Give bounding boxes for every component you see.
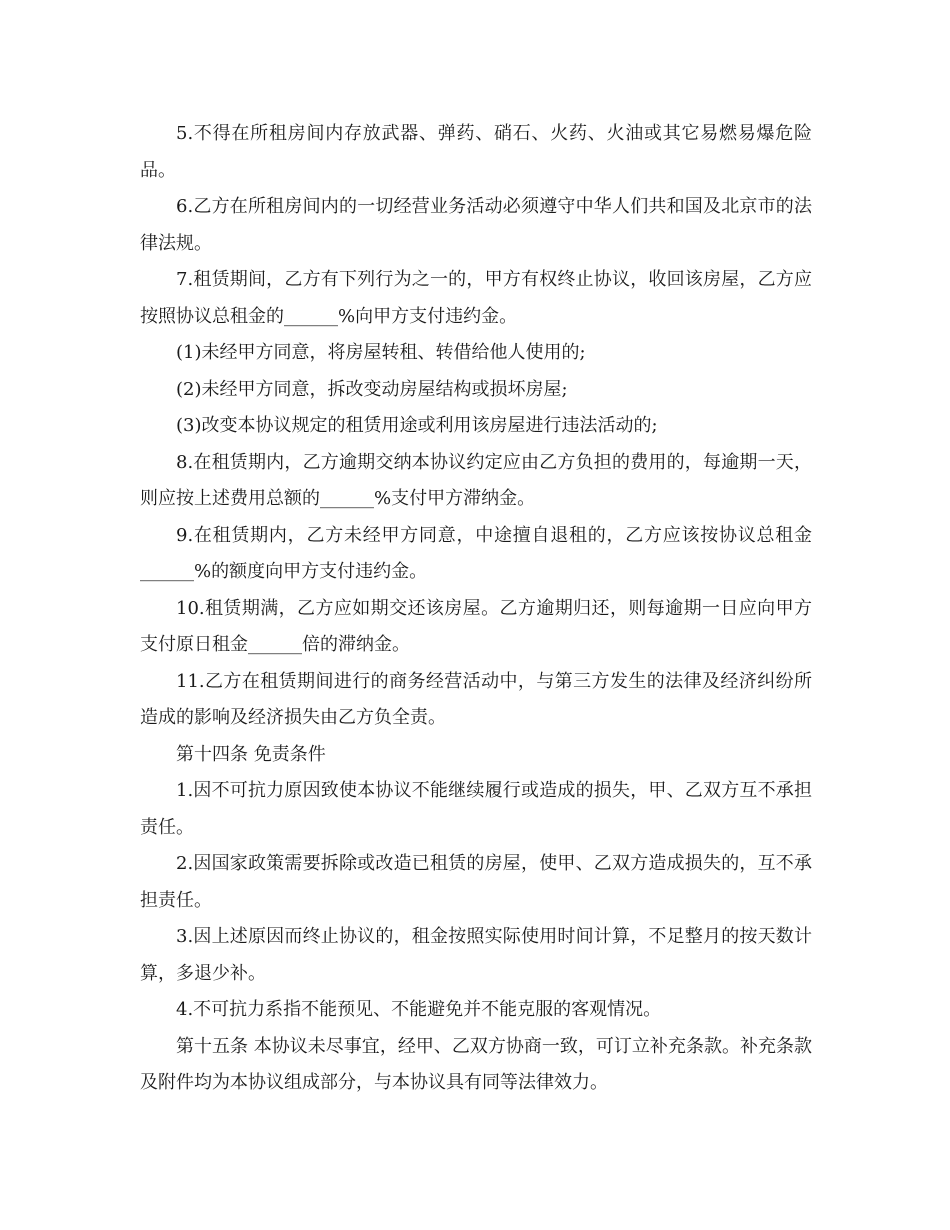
article-15: 第十五条 本协议未尽事宜，经甲、乙双方协商一致，可订立补充条款。补充条款及附件均为本协议组成部分，与本协议具有同等法律效力。: [140, 1035, 812, 1093]
article-14-item-1: 1.因不可抗力原因致使本协议不能继续履行或造成的损失，甲、乙双方互不承担责任。: [140, 780, 812, 838]
clause-9: 9.在租赁期内，乙方未经甲方同意，中途擅自退租的，乙方应该按协议总租金______%的额度向甲方支付违约金。: [140, 524, 812, 582]
clause-8: 8.在租赁期内，乙方逾期交纳本协议约定应由乙方负担的费用的，每逾期一天，则应按上述费用总额的______%支付甲方滞纳金。: [140, 451, 812, 509]
article-14-heading: 第十四条 免责条件: [176, 743, 326, 765]
clause-11: 11.乙方在租赁期间进行的商务经营活动中，与第三方发生的法律及经济纠纷所造成的影响及经济损失由乙方负全责。: [140, 670, 812, 728]
clause-6: 6.乙方在所租房间内的一切经营业务活动必须遵守中华人们共和国及北京市的法律法规。: [140, 196, 812, 254]
article-14-item-2: 2.因国家政策需要拆除或改造已租赁的房屋，使甲、乙双方造成损失的，互不承担责任。: [140, 853, 812, 911]
document-body: [140, 116, 812, 1102]
article-14-item-4: 4.不可抗力系指不能预见、不能避免并不能克服的客观情况。: [176, 999, 662, 1020]
clause-10: 10.租赁期满，乙方应如期交还该房屋。乙方逾期归还，则每逾期一日应向甲方支付原日租金______倍的滞纳金。: [140, 597, 812, 655]
clause-7-item-3: (3)改变本协议规定的租赁用途或利用该房屋进行违法活动的;: [176, 415, 658, 436]
clause-5: 5.不得在所租房间内存放武器、弹药、硝石、火药、火油或其它易燃易爆危险品。: [140, 123, 812, 181]
clause-7-item-1: (1)未经甲方同意，将房屋转租、转借给他人使用的;: [176, 342, 586, 363]
article-14-item-3: 3.因上述原因而终止协议的，租金按照实际使用时间计算，不足整月的按天数计算，多退少补。: [140, 926, 812, 984]
clause-7: 7.租赁期间，乙方有下列行为之一的，甲方有权终止协议，收回该房屋，乙方应按照协议总租金的______%向甲方支付违约金。: [140, 269, 812, 327]
clause-7-item-2: (2)未经甲方同意，拆改变动房屋结构或损坏房屋;: [176, 378, 568, 400]
